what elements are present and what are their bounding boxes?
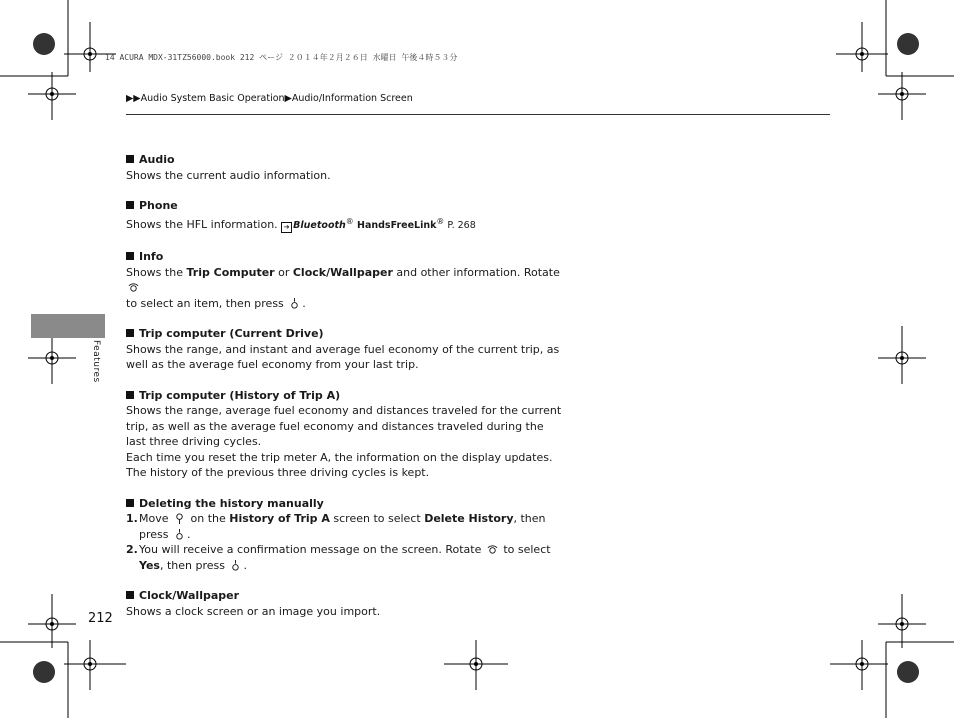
- heading-clock: Clock/Wallpaper: [139, 589, 240, 603]
- rotate-knob-icon: [128, 282, 139, 293]
- section-trip-current: [126, 326, 566, 373]
- section-tab: [31, 314, 105, 338]
- breadcrumb-part2: Audio/Information Screen: [291, 93, 413, 104]
- section-info: Info Shows the Trip Computer or Clock/Wallpaper and other information. Rotate to select an item, then press .: [126, 250, 560, 310]
- section-phone: [126, 198, 566, 233]
- section-delete-history: [126, 496, 566, 574]
- square-bullet-icon: [126, 201, 134, 209]
- header-rule: [126, 114, 830, 115]
- section-trip-history: [126, 388, 566, 481]
- press-knob-icon: [289, 298, 300, 309]
- clock-body: Shows a clock screen or an image you import.: [126, 604, 381, 618]
- step-2: 2. You will receive a confirmation message on the screen. Rotate to select Yes, then press .: [126, 543, 551, 572]
- step-1: 1. Move on the History of Trip A screen to select Delete History, then press .: [126, 512, 546, 541]
- delete-steps: [126, 511, 566, 573]
- square-bullet-icon: [126, 391, 134, 399]
- bluetooth-ref-link[interactable]: ➔ Bluetooth® HandsFreeLink® P. 268: [281, 220, 476, 231]
- breadcrumb: [126, 93, 413, 104]
- heading-info: Info: [139, 250, 164, 264]
- breadcrumb-part1[interactable]: Audio System Basic Operation: [140, 93, 285, 104]
- trip-current-body: Shows the range, and instant and average fuel economy of the current trip, as well as the average fuel economy from your last trip.: [126, 342, 560, 372]
- heading-audio: Audio: [139, 153, 175, 166]
- press-knob-icon: [230, 560, 241, 571]
- side-label: Features: [91, 340, 101, 383]
- heading-trip-current: Trip computer (Current Drive): [139, 327, 324, 341]
- heading-phone: Phone: [139, 199, 178, 212]
- square-bullet-icon: [126, 155, 134, 163]
- square-bullet-icon: [126, 252, 134, 260]
- move-selector-icon: [174, 513, 185, 524]
- section-clock: [126, 588, 566, 619]
- trip-history-body1: Shows the range, average fuel economy and distances traveled for the current trip, as well as the average fuel economy and distances traveled during the last three driving cycles.: [126, 404, 562, 449]
- section-audio: [126, 152, 566, 183]
- square-bullet-icon: [126, 329, 134, 337]
- heading-delete-history: Deleting the history manually: [139, 496, 324, 510]
- reference-arrow-icon: ➔: [281, 222, 292, 233]
- heading-trip-history: Trip computer (History of Trip A): [139, 388, 341, 402]
- trip-history-body2: Each time you reset the trip meter A, the information on the display updates. The history of the previous three driving cycles is kept.: [126, 450, 553, 480]
- main-content: [126, 152, 566, 619]
- phone-body: Shows the HFL information.: [126, 217, 278, 231]
- breadcrumb-arrow-icon: ▶: [284, 93, 292, 104]
- audio-body: Shows the current audio information.: [126, 168, 331, 182]
- square-bullet-icon: [126, 499, 134, 507]
- print-meta: 14 ACURA MDX-31TZ56000.book 212 ページ ２０１４年２月２６日 水曜日 午後４時５３分: [105, 53, 458, 62]
- square-bullet-icon: [126, 591, 134, 599]
- rotate-knob-icon: [487, 544, 498, 555]
- press-knob-icon: [174, 529, 185, 540]
- breadcrumb-arrow-icon: ▶▶: [126, 93, 141, 104]
- page-number: 212: [88, 611, 113, 626]
